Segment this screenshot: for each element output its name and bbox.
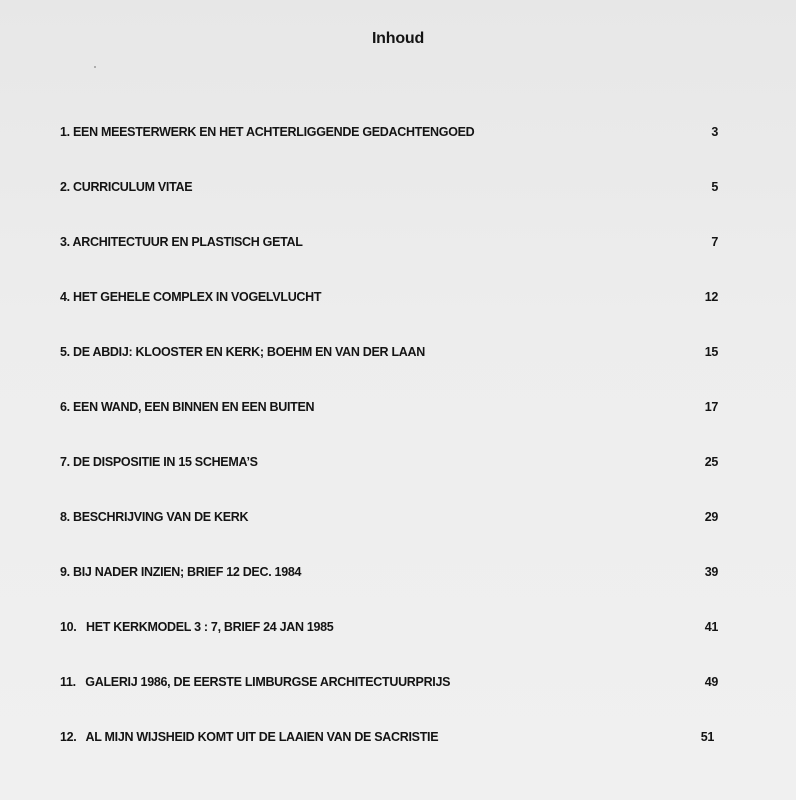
toc-entry-page: 5 (711, 180, 718, 194)
toc-entry-title: 9. BIJ NADER INZIEN; BRIEF 12 DEC. 1984 (60, 565, 302, 579)
toc-entry-page: 29 (704, 510, 718, 524)
toc-entry-title: 4. HET GEHELE COMPLEX IN VOGELVLUCHT (60, 290, 322, 304)
toc-entry (60, 507, 720, 527)
toc-entry (60, 452, 720, 472)
toc-entry (60, 232, 720, 252)
toc-entry-title: 11. GALERIJ 1986, DE EERSTE LIMBURGSE ARCHITECTUURPRIJS (60, 675, 451, 689)
toc-entry (60, 177, 720, 197)
toc-entry (60, 672, 720, 692)
toc-entry-page: 39 (704, 565, 718, 579)
toc-entry (60, 122, 720, 142)
toc-entry (60, 727, 720, 747)
toc-entry-title: 6. EEN WAND, EEN BINNEN EN EEN BUITEN (60, 400, 315, 414)
toc-entry (60, 397, 720, 417)
toc-entry-title: 1. EEN MEESTERWERK EN HET ACHTERLIGGENDE GEDACHTENGOED (60, 125, 475, 139)
toc-entry-page: 25 (704, 455, 718, 469)
toc-entry-page: 3 (711, 125, 718, 139)
toc-entry-title: 5. DE ABDIJ: KLOOSTER EN KERK; BOEHM EN VAN DER LAAN (60, 345, 425, 359)
toc-entry (60, 287, 720, 307)
toc-entry (60, 617, 720, 637)
toc-entry (60, 562, 720, 582)
toc-entry-title: 3. ARCHITECTUUR EN PLASTISCH GETAL (60, 235, 303, 249)
page-title: Inhoud (371, 30, 425, 47)
toc-entry-page: 15 (704, 345, 718, 359)
toc-entry-page: 7 (711, 235, 718, 249)
toc-entry-page: 17 (704, 400, 718, 414)
toc-entry-title: 2. CURRICULUM VITAE (60, 180, 193, 194)
toc-entry-page: 41 (704, 620, 718, 634)
toc-entry-title: 8. BESCHRIJVING VAN DE KERK (60, 510, 249, 524)
toc-entry-page: 12 (704, 290, 718, 304)
toc-entry-title: 10. HET KERKMODEL 3 : 7, BRIEF 24 JAN 1985 (60, 620, 334, 634)
toc-entry-title: 7. DE DISPOSITIE IN 15 SCHEMA’S (60, 455, 258, 469)
toc-entry-page: 51 (700, 730, 714, 744)
toc-entry (60, 342, 720, 362)
toc-entry-title: 12. AL MIJN WIJSHEID KOMT UIT DE LAAIEN VAN DE SACRISTIE (60, 730, 439, 744)
toc-entry-page: 49 (704, 675, 718, 689)
